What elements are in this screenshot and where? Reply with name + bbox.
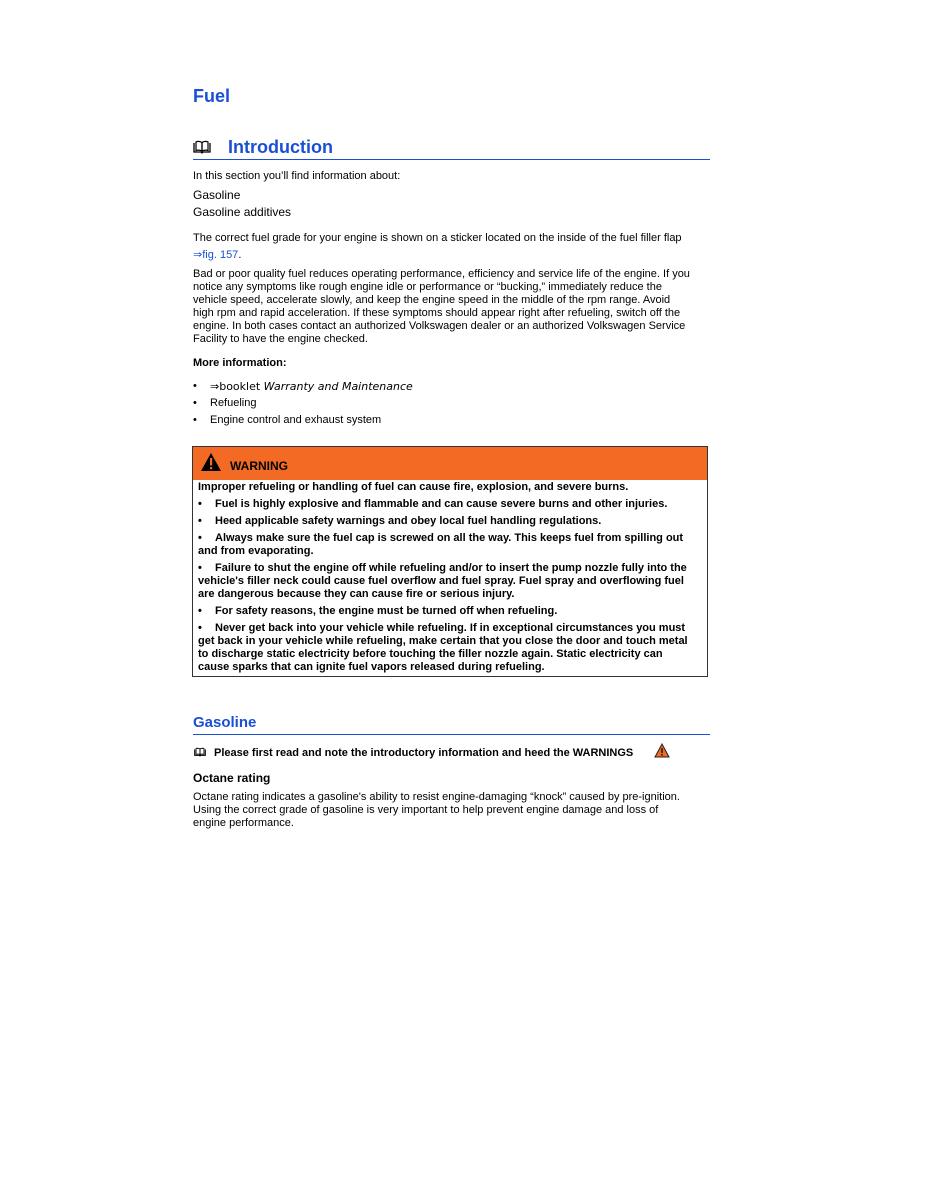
warning-triangle-icon[interactable]: [654, 743, 670, 758]
warning-triangle-icon: [200, 452, 222, 472]
warning-header: [193, 447, 707, 480]
fuel-grade-text: The correct fuel grade for your engine is shown on a sticker located on the inside of the fuel filler flap: [193, 232, 682, 244]
gasoline-heading: Gasoline: [193, 714, 257, 731]
bad-fuel-line: Bad or poor quality fuel reduces operating performance, efficiency and service life of the engine. If you: [193, 268, 690, 280]
introduction-heading: Introduction: [228, 137, 333, 157]
bad-fuel-line: engine. In both cases contact an authorized Volkswagen dealer or an authorized Volkswagen Service: [193, 320, 686, 332]
page-title: Fuel: [193, 86, 231, 106]
intro-lead: In this section you’ll find information about:: [193, 170, 401, 182]
warning-item: • Heed applicable safety warnings and obey local fuel handling regulations.: [198, 515, 602, 527]
octane-line: Using the correct grade of gasoline is very important to help prevent engine damage and loss of: [193, 804, 659, 816]
fig-157-link[interactable]: ⇒fig. 157: [193, 249, 239, 261]
bad-fuel-line: notice any symptoms like rough engine idle or performance or “bucking,” immediately reduce the: [193, 281, 662, 293]
gasoline-heading-row: [193, 714, 710, 735]
topic-gasoline: Gasoline: [193, 188, 241, 202]
bad-fuel-line: vehicle speed, accelerate slowly, and keep the engine speed in the middle of the rpm range. Avoid: [193, 294, 671, 306]
list-item-engine-control[interactable]: • Engine control and exhaust system: [193, 414, 710, 431]
warning-item: • Fuel is highly explosive and flammable and can cause severe burns and other injuries.: [198, 498, 668, 510]
bad-fuel-line: Facility to have the engine checked.: [193, 333, 368, 345]
book-icon: [193, 140, 211, 154]
fuel-grade-ref: ⇒fig. 157.: [193, 249, 242, 261]
octane-heading: Octane rating: [193, 771, 271, 785]
introduction-heading-row: [193, 136, 710, 160]
warning-item: • Never get back into your vehicle while refueling. If in exceptional circumstances you must get back in your vehicle while refueling, make certain that you close the door and touch metal to discharge static electricity before touching the filler nozzle again. Static electricity can cause sparks that can ignite fuel vapors released during refueling.: [198, 622, 688, 673]
more-info-label: More information:: [193, 357, 287, 369]
warning-item: • Always make sure the fuel cap is screwed on all the way. This keeps fuel from spilling out and from evaporating.: [198, 532, 684, 557]
warning-item: • For safety reasons, the engine must be turned off when refueling.: [198, 605, 558, 617]
gasoline-note: Please first read and note the introductory information and heed the WARNINGS: [214, 747, 634, 759]
octane-line: Octane rating indicates a gasoline's ability to resist engine-damaging “knock” caused by pre-ignition.: [193, 791, 680, 803]
warning-lead: Improper refueling or handling of fuel can cause fire, explosion, and severe burns.: [198, 481, 629, 493]
warning-box: [192, 446, 708, 677]
list-item-refueling[interactable]: • Refueling: [193, 397, 710, 414]
book-icon: [194, 747, 206, 757]
warning-title: WARNING: [230, 459, 288, 473]
topic-gasoline-additives: Gasoline additives: [193, 205, 292, 219]
more-info-list: [193, 380, 710, 431]
booklet-title: Warranty and Maintenance: [263, 380, 413, 393]
warning-item: • Failure to shut the engine off while refueling and/or to insert the pump nozzle fully into the vehicle's filler neck could cause fuel overflow and fuel spray. Fuel spray and overflowing fuel are dangerous because they can cause fire or serious injury.: [198, 562, 687, 600]
bad-fuel-line: high rpm and rapid acceleration. If these symptoms should appear right after refueling, switch off the: [193, 307, 681, 319]
warning-body: [198, 481, 704, 678]
list-item-booklet[interactable]: • ⇒booklet Warranty and Maintenance: [193, 380, 710, 397]
octane-line: engine performance.: [193, 817, 294, 829]
